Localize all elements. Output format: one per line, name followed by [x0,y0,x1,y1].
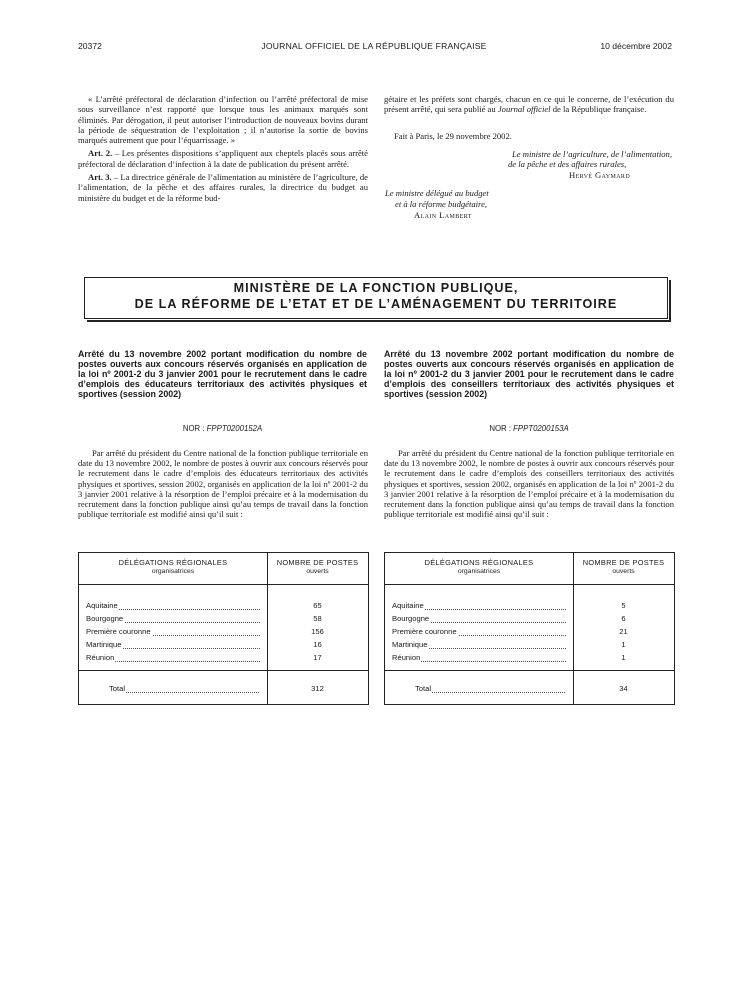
row-value: 58 [313,614,322,623]
header-posts-sub: ouverts [612,567,635,575]
table-header-regions [79,559,267,576]
row-value: 17 [313,653,322,662]
row-value: 1 [621,653,626,662]
row-label: Première couronne [392,627,457,636]
table-total-rule [385,670,674,671]
row-value: 21 [619,627,628,636]
total-label: Total [109,684,126,693]
signatory-2-title-line2: et à la réforme budgétaire, [395,199,488,209]
table-row [385,601,674,614]
article-3-text: – La directrice générale de l’alimentation au ministère de l’agriculture, de l’alimentation, de la pêche et des affaires rurales, la directrice du budget au ministère du budget et de la réforme bud- [78,172,368,203]
table-header-rule [385,584,674,585]
article-2-label: Art. 2. [88,148,113,159]
signatory-1-name: Hervé Gaymard [569,170,631,180]
arrete-right-title: Arrêté du 13 novembre 2002 portant modification du nombre de postes ouverts aux concours réservés organisés en application de la loi nº 2001-2 du 3 janvier 2001 pour le recrutement dans le cadre d’emplois des conseillers territoriaux des activités physiques et sportives (session 2002) [384,349,674,399]
total-value: 34 [619,684,628,693]
table-row [385,614,674,627]
header-regions-label: DÉLÉGATIONS RÉGIONALES [424,558,534,567]
table-header-rule [79,584,368,585]
arrete-left-title: Arrêté du 13 novembre 2002 portant modification du nombre de postes ouverts aux concours réservés organisés en application de la loi nº 2001-2 du 3 janvier 2001 pour le recrutement dans le cadre d’emplois des éducateurs territoriaux des activités physiques et sportives (session 2002) [78,349,367,399]
row-label: Première couronne [86,627,151,636]
arrete-right-table [384,552,675,705]
header-posts-label: NOMBRE DE POSTES [582,558,665,567]
arrete-left-nor [78,424,367,433]
signatory-2-name: Alain Lambert [414,210,472,220]
article-3 [78,172,368,203]
row-value: 5 [621,601,626,610]
table-row [79,640,368,653]
table-total-row [79,684,368,697]
execution-text-end: de la République française. [550,104,647,115]
total-value: 312 [311,684,324,693]
row-value: 156 [311,627,324,636]
row-label: Réunion [86,653,115,662]
table-total-rule [79,670,368,671]
header-regions-sub: organisatrices [151,567,195,575]
total-label: Total [415,684,432,693]
arrete-left-table [78,552,369,705]
page-number: 20372 [78,41,102,51]
row-value: 1 [621,640,626,649]
top-left-column [78,94,368,203]
arrete-left-body: Par arrêté du président du Centre national de la fonction publique territoriale en date du 13 novembre 2002, le nombre de postes à ouvrir aux concours réservés pour le recrutement dans le cadre d’emplois des éducateurs territoriaux des activités physiques et sportives, session 2002, organisés en application de la loi nº 2001-2 du 3 janvier 2001 relative à la résorption de l’emploi précaire et à la modernisation du recrutement dans la fonction publique ainsi qu’au temps de travail dans la fonction publique territoriale est modifié ainsi qu’il suit : [78,448,368,520]
row-label: Bourgogne [86,614,124,623]
row-label: Aquitaine [86,601,118,610]
header-posts-sub: ouverts [306,567,329,575]
arrete-right-body: Par arrêté du président du Centre national de la fonction publique territoriale en date du 13 novembre 2002, le nombre de postes à ouvrir aux concours réservés pour le recrutement dans le cadre d’emplois des conseillers territoriaux des activités physiques et sportives, session 2002, organisés en application de la loi nº 2001-2 du 3 janvier 2001 relative à la résorption de l’emploi précaire et à la modernisation du recrutement dans la fonction publique ainsi qu’au temps de travail dans la fonction publique territoriale est modifié ainsi qu’il suit : [384,448,674,520]
journal-officiel-ref: Journal officiel [497,104,551,115]
header-regions-sub: organisatrices [457,567,501,575]
nor-label: NOR : [182,424,207,433]
table-header-posts [574,559,673,576]
top-right-column [384,94,674,115]
row-value: 6 [621,614,626,623]
arrete-right-nor [384,424,674,433]
table-row [385,653,674,666]
table-total-row [385,684,674,697]
fait-a-paris: Fait à Paris, le 29 novembre 2002. [394,131,512,141]
journal-title: JOURNAL OFFICIEL DE LA RÉPUBLIQUE FRANÇAISE [261,41,487,51]
article-2-text: – Les présentes dispositions s’appliquent aux cheptels placés sous arrêté préfectoral de déclaration d’infection à la date de publication du présent arrêté. [78,148,368,169]
row-value: 16 [313,640,322,649]
table-row [79,614,368,627]
table-row [79,627,368,640]
row-label: Réunion [392,653,421,662]
table-row [79,601,368,614]
article-2 [78,148,368,169]
row-label: Martinique [392,640,428,649]
ministry-title-line2: DE LA RÉFORME DE L’ETAT ET DE L’AMÉNAGEMENT DU TERRITOIRE [134,297,618,311]
nor-label: NOR : [489,424,514,433]
table-header-posts [268,559,367,576]
quoted-paragraph: « L’arrêté préfectoral de déclaration d’infection ou l’arrêté préfectoral de mise sous surveillance n’est rapporté que lorsque tous les animaux marqués sont éliminés. Par dérogation, il peut autoriser l’introduction de nouveaux bovins durant la période de séquestration de l’exploitation ; il n’autorise la sortie de bovins marqués autrement que pour l’équarrissage. » [78,94,368,146]
nor-code: FPPT0200153A [513,424,569,433]
ministry-title-line1: MINISTÈRE DE LA FONCTION PUBLIQUE, [233,281,519,295]
header-posts-label: NOMBRE DE POSTES [276,558,359,567]
table-row [385,627,674,640]
row-label: Bourgogne [392,614,430,623]
row-label: Martinique [86,640,122,649]
header-regions-label: DÉLÉGATIONS RÉGIONALES [118,558,228,567]
table-row [79,653,368,666]
row-label: Aquitaine [392,601,424,610]
execution-text-start: gétaire et les préfets sont chargés, chacun en ce qui le concerne, de l’exécution du présent arrêté, qui sera publié au [384,94,674,115]
table-row [385,640,674,653]
signatory-1-title-line1: Le ministre de l’agriculture, de l’alimentation, [512,149,672,159]
article-3-label: Art. 3. [88,172,112,183]
table-header-regions [385,559,573,576]
signatory-2-title-line1: Le ministre délégué au budget [385,188,489,198]
signatory-1-title-line2: de la pêche et des affaires rurales, [508,159,627,169]
execution-paragraph [384,94,674,115]
row-value: 65 [313,601,322,610]
nor-code: FPPT0200152A [206,424,263,433]
issue-date: 10 décembre 2002 [600,41,672,51]
